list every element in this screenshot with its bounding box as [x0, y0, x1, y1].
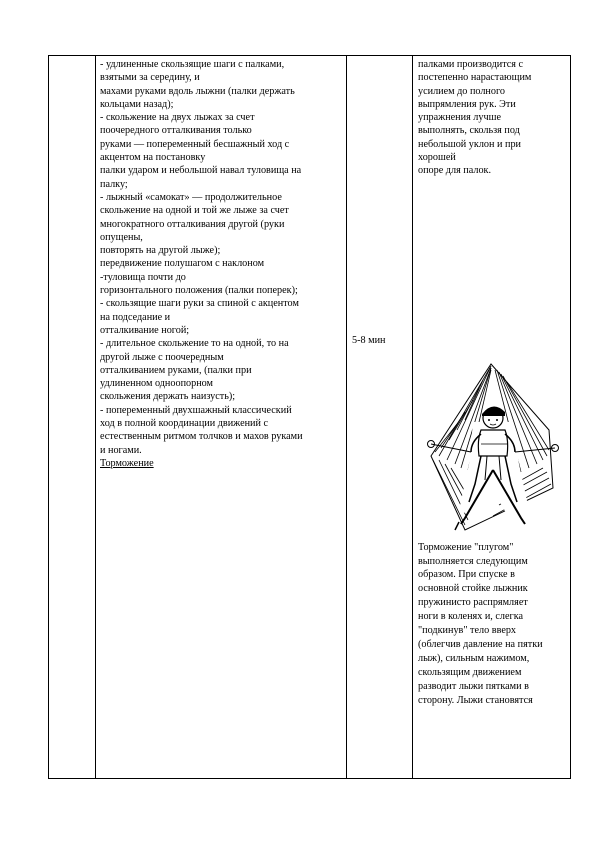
guidance-text-line: лыж), сильным нажимом,	[418, 652, 530, 664]
exercise-text-line: скольжения держать наизусть);	[100, 391, 236, 403]
guidance-text-line: упражнения лучше	[418, 112, 501, 124]
guidance-text-line: выпрямления рук. Эти	[418, 98, 516, 110]
guidance-text-line: выполнять, скользя под	[418, 125, 520, 137]
exercise-text-line: - удлиненные скользящие шаги с палками,	[100, 59, 285, 70]
guidance-text-line: выполняется следующим	[418, 555, 528, 567]
exercise-text-line: повторять на другой лыже);	[100, 245, 221, 257]
exercise-text-line: - лыжный «самокат» — продолжительное	[100, 191, 282, 203]
guidance-text-line: пружинисто распрямляет	[418, 597, 528, 609]
exercise-text-line: другой лыже с поочередным	[100, 351, 224, 363]
exercise-text-line: руками — попеременный бесшажный ход с	[100, 138, 290, 150]
exercise-text-line: на подседание и	[100, 311, 171, 323]
exercise-text-line: естественным ритмом толчков и махов руками	[100, 431, 303, 443]
guidance-text-line: сторону. Лыжи становятся	[418, 694, 533, 706]
exercise-text-line: отталкивание ногой;	[100, 324, 190, 336]
guidance-text-line: постепенно нарастающим	[418, 72, 532, 84]
exercise-text-line: палку;	[100, 178, 128, 190]
section-heading: Торможение	[100, 457, 154, 469]
exercise-text-line: поочередного отталкивания только	[100, 125, 252, 137]
exercise-text-line: и ногами.	[100, 444, 142, 456]
guidance-text-top	[413, 56, 570, 178]
exercise-text-line: отталкиванием руками, (палки при	[100, 364, 252, 376]
guidance-text-line: опоре для палок.	[418, 165, 492, 177]
guidance-text-line: палками производится с	[418, 59, 524, 70]
table-row	[49, 56, 571, 779]
exercise-text-line: горизонтального положения (палки поперек);	[100, 285, 298, 297]
exercise-text-line: передвижение полушагом с наклоном	[100, 258, 265, 270]
exercise-text-line: палки ударом и небольшой навал туловища на	[100, 165, 302, 177]
exercise-text-line: ход в полной координации движений с	[100, 418, 269, 430]
guidance-text-line: основной стойке лыжник	[418, 583, 528, 595]
duration-label: 5-8 мин	[352, 335, 386, 346]
lesson-table	[48, 55, 571, 779]
guidance-text-line: образом. При спуске в	[418, 569, 515, 581]
guidance-text-bottom	[413, 535, 570, 708]
guidance-text-line: небольшой уклон и при	[418, 138, 521, 150]
skier-snowplow-illustration	[421, 360, 561, 535]
guidance-text-line: разводит лыжи пятками в	[418, 680, 529, 692]
exercise-text-line: - длительное скольжение то на одной, то на	[100, 338, 289, 350]
guidance-text-line: усилием до полного	[418, 85, 506, 97]
exercise-text	[96, 56, 346, 470]
guidance-text-line: скользящим движением	[418, 666, 522, 678]
guidance-cell	[413, 56, 571, 779]
guidance-text-line: хорошей	[418, 152, 456, 164]
exercise-text-line: взятыми за середину, и	[100, 72, 200, 84]
exercise-text-line: удлиненном одноопорном	[100, 378, 214, 390]
exercise-text-line: -туловища почти до	[100, 271, 186, 283]
dosage-cell	[347, 56, 413, 779]
exercise-text-line: махами руками вдоль лыжни (палки держать	[100, 85, 295, 97]
guidance-text-line: Торможение "плугом"	[418, 541, 514, 553]
number-cell	[49, 56, 96, 779]
exercise-text-line: акцентом на постановку	[100, 152, 206, 164]
exercise-text-line: многократного отталкивания другой (руки	[100, 218, 285, 230]
exercise-text-line: - скольжение на двух лыжах за счет	[100, 112, 255, 124]
exercise-text-line: - скользящие шаги руки за спиной с акцентом	[100, 298, 299, 310]
guidance-text-line: (облегчив давление на пятки	[418, 639, 543, 651]
exercise-text-line: - попеременный двухшажный классический	[100, 404, 292, 416]
guidance-text-line: "подкинув" тело вверх	[418, 625, 517, 637]
exercise-text-line: кольцами назад);	[100, 98, 174, 110]
guidance-text-line: ноги в коленях и, слегка	[418, 611, 524, 623]
exercise-text-line: опущены,	[100, 231, 143, 243]
exercise-content-cell	[96, 56, 347, 779]
exercise-text-line: скольжение на одной и той же лыже за счет	[100, 205, 289, 217]
